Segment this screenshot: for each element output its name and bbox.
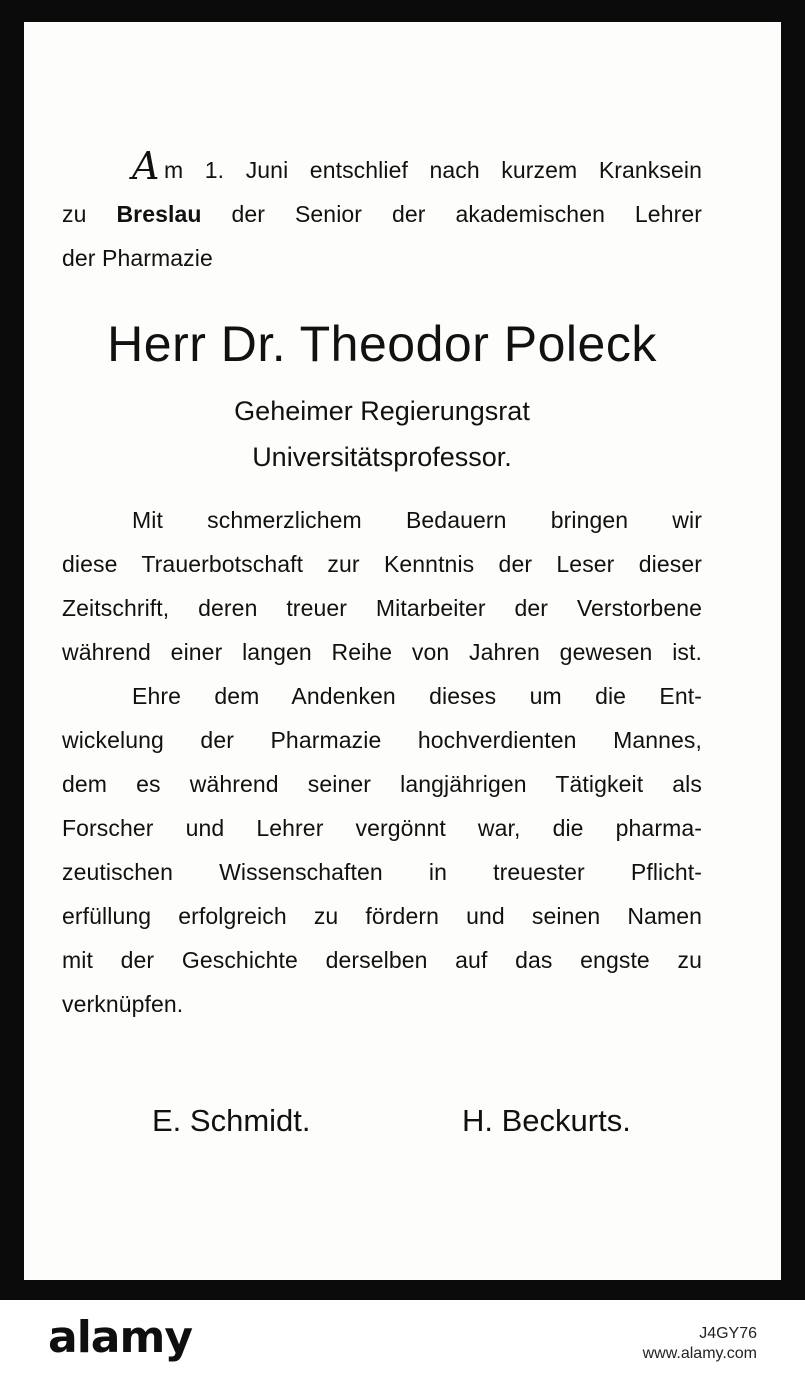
title-line-2: Universitätsprofessor.: [252, 442, 512, 472]
opening-line-2: zu Breslau der Senior der akademischen Lehrer: [62, 201, 702, 227]
watermark-info: [643, 1324, 757, 1364]
paragraph-2: Ehre dem Andenken dieses um die Ent- wickelung der Pharmazie hochverdienten Mannes, dem es während seiner langjährigen Tätigkeit als Forscher und Lehrer vergönnt war, die pharma- zeutischen Wissenschaften in treuester Pflicht- erfüllung erfolgreich zu fördern und seinen Namen mit der Geschichte derselben auf das engste zu verknüpfen.: [62, 683, 702, 1017]
deceased-name: Herr Dr. Theodor Poleck: [107, 316, 657, 372]
opening-line-1: A m 1. Juni entschlief nach kurzem Kranksein: [132, 144, 702, 188]
stock-watermark-bar: [0, 1300, 805, 1390]
signature-schmidt: E. Schmidt.: [152, 1103, 311, 1138]
place-breslau: Breslau: [116, 201, 202, 227]
title-line-1: Geheimer Regierungsrat: [234, 396, 530, 426]
obituary-notice: [62, 144, 702, 1026]
alamy-logo: alamy: [48, 1312, 192, 1363]
paragraph-1: Mit schmerzlichem Bedauern bringen wir diese Trauerbotschaft zur Kenntnis der Leser dieser Zeitschrift, deren treuer Mitarbeiter der Verstorbene während einer langen Reihe von Jahren gewesen ist.: [62, 507, 702, 665]
site-url: www.alamy.com: [642, 1345, 757, 1362]
decorative-initial: A: [132, 144, 160, 188]
opening-line-3: der Pharmazie: [62, 245, 213, 271]
signature-beckurts: H. Beckurts.: [462, 1103, 631, 1138]
signatures: [62, 1103, 702, 1153]
image-id: J4GY76: [699, 1325, 757, 1342]
